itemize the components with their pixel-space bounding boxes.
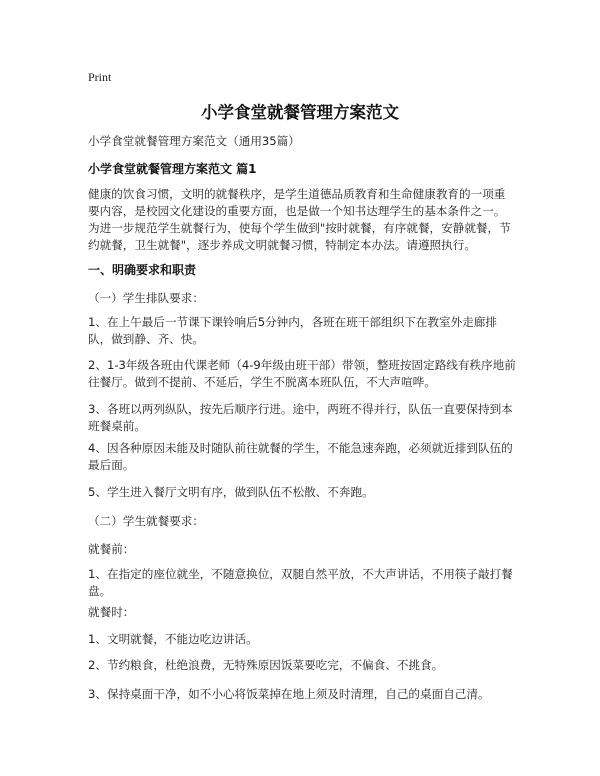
list-item: 4、因各种原因未能及时随队前往就餐的学生，不能急速奔跑，必须就近排到队伍的最后面。	[88, 441, 513, 472]
list-item: 2、节约粮食，杜绝浪费，无特殊原因饭菜要吃完，不偏食、不挑食。	[88, 658, 444, 672]
list-item: 3、保持桌面干净，如不小心将饭菜掉在地上须及时清理，自己的桌面自己清。	[88, 687, 490, 701]
list-item: 1、在上午最后一节课下课铃响后5分钟内，各班在班干部组织下在教室外走廊排队，做到静、齐、快。	[88, 315, 497, 346]
sub-heading-queue: （一）学生排队要求：	[88, 291, 204, 305]
list-item: 2、1-3年级各班由代课老师（4-9年级由班干部）带领，整班按固定路线有秩序地前往餐厅。做到不提前、不延后，学生不脱离本班队伍，不大声喧哗。	[88, 358, 516, 389]
subtitle: 小学食堂就餐管理方案范文（通用35篇）	[88, 134, 300, 148]
list-item: 1、文明就餐，不能边吃边讲话。	[88, 632, 258, 646]
print-link[interactable]: Print	[88, 70, 112, 84]
before-meal-heading: 就餐前：	[88, 542, 135, 556]
list-item: 5、学生进入餐厅文明有序，做到队伍不松散、不奔跑。	[88, 485, 374, 499]
during-meal-heading: 就餐时：	[88, 605, 135, 619]
intro-paragraph: 健康的饮食习惯，文明的就餐秩序，是学生道德品质教育和生命健康教育的一项重要内容，是校园文化建设的重要方面，也是做一个知书达理学生的基本条件之一。为进一步规范学生就餐行为，使每个学生做到"按时就餐，有序就餐，安静就餐，节约就餐，卫生就餐"，逐步养成文明就餐习惯，特制定本办法。请遵照执行。	[88, 187, 511, 252]
page-title: 小学食堂就餐管理方案范文	[201, 103, 399, 122]
section-heading: 一、明确要求和职责	[88, 263, 197, 277]
list-item: 1、在指定的座位就坐，不随意换位，双腿自然平放，不大声讲话，不用筷子敲打餐盘。	[88, 567, 513, 598]
sub-heading-dining: （二）学生就餐要求：	[88, 514, 204, 528]
article-heading: 小学食堂就餐管理方案范文 篇1	[88, 162, 257, 176]
list-item: 3、各班以两列纵队，按先后顺序行进。途中，两班不得并行，队伍一直要保持到本班餐桌前。	[88, 402, 513, 433]
